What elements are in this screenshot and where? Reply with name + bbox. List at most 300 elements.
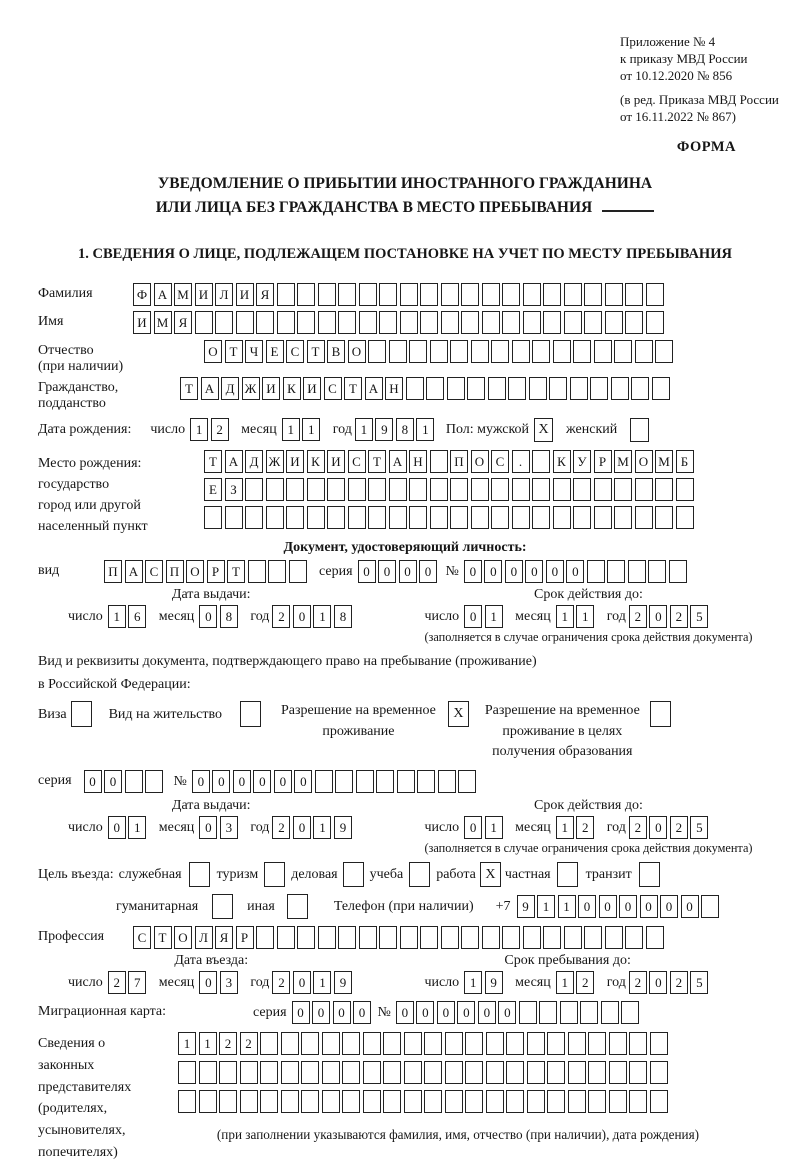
permit-series-cells: [84, 770, 166, 793]
doc-kind-cells: [104, 560, 309, 583]
stay-doc-intro: [38, 651, 772, 696]
doc-issued-day: [108, 605, 149, 628]
doc-dates-block: [38, 587, 772, 645]
day-label: число: [68, 820, 103, 836]
form-cell: [404, 1090, 422, 1113]
month-label: месяц: [515, 975, 551, 991]
form-cell: [523, 283, 541, 306]
form-cell: [573, 478, 591, 501]
form-cell: [359, 311, 377, 334]
form-cell: [178, 1090, 196, 1113]
form-cell: [297, 283, 315, 306]
form-cell: 3: [220, 816, 238, 839]
form-cell: [502, 283, 520, 306]
form-cell: 3: [220, 971, 238, 994]
form-cell: [486, 1090, 504, 1113]
form-cell: Е: [266, 340, 284, 363]
form-cell: Т: [180, 377, 198, 400]
month-label: месяц: [515, 820, 551, 836]
form-cell: 0: [199, 816, 217, 839]
day-label: число: [150, 422, 186, 438]
form-cell: 0: [294, 770, 312, 793]
form-cell: [248, 560, 266, 583]
phone-cells: [517, 895, 722, 918]
migration-card-label: Миграционная карта:: [38, 1004, 167, 1020]
form-cell: [655, 478, 673, 501]
form-cell: [409, 478, 427, 501]
form-cell: С: [348, 450, 366, 473]
form-cell: 2: [629, 971, 647, 994]
form-cell: 0: [599, 895, 617, 918]
form-cell: [430, 478, 448, 501]
form-cell: 5: [690, 971, 708, 994]
form-cell: [379, 283, 397, 306]
form-cell: [441, 926, 459, 949]
form-cell: [438, 770, 456, 793]
form-cell: 0: [419, 560, 437, 583]
edu-permit-label: Разрешение на временное проживание в целях получения образования: [484, 703, 640, 759]
surname-row: [38, 283, 772, 306]
form-cell: 1: [416, 418, 434, 441]
form-cell: Я: [174, 311, 192, 334]
form-cell: [523, 311, 541, 334]
form-cell: [338, 311, 356, 334]
citizenship-row: [38, 377, 772, 412]
purpose-option-label: деловая: [291, 866, 338, 882]
form-cell: [635, 506, 653, 529]
permit-issued-year: [272, 816, 354, 839]
form-cell: 0: [649, 971, 667, 994]
form-cell: [424, 1061, 442, 1084]
form-cell: [621, 1001, 639, 1024]
form-cell: [383, 1090, 401, 1113]
form-cell: [614, 340, 632, 363]
form-cell: Л: [215, 283, 233, 306]
form-cell: 1: [313, 971, 331, 994]
form-cell: [491, 340, 509, 363]
form-cell: [383, 1032, 401, 1055]
form-cell: [467, 377, 485, 400]
form-cell: [646, 283, 664, 306]
form-cell: [508, 377, 526, 400]
form-cell: Т: [225, 340, 243, 363]
form-cell: [417, 770, 435, 793]
form-cell: [420, 926, 438, 949]
form-cell: О: [635, 450, 653, 473]
form-cell: [584, 926, 602, 949]
form-cell: [297, 926, 315, 949]
migration-card-row: [38, 1001, 772, 1024]
form-cell: [315, 770, 333, 793]
form-cell: 1: [558, 895, 576, 918]
form-cell: И: [195, 283, 213, 306]
permit-valid-caption: Срок действия до:: [534, 798, 643, 814]
form-cell: 0: [274, 770, 292, 793]
form-cell: 1: [556, 816, 574, 839]
form-cell: К: [283, 377, 301, 400]
citizenship-label: Гражданство, подданство: [38, 380, 119, 412]
form-cell: [523, 926, 541, 949]
sex-female-label: женский: [566, 422, 618, 438]
form-cell: [669, 560, 687, 583]
form-cell: [655, 340, 673, 363]
representatives-cell-rows: [178, 1030, 738, 1143]
form-cell: Б: [676, 450, 694, 473]
name-cells: [133, 311, 666, 334]
form-cell: Р: [236, 926, 254, 949]
form-cell: 7: [128, 971, 146, 994]
form-cell: [240, 1090, 258, 1113]
form-cell: [564, 926, 582, 949]
form-cell: А: [365, 377, 383, 400]
form-cell: [625, 926, 643, 949]
form-cell: 2: [219, 1032, 237, 1055]
stay-until-year: [629, 971, 711, 994]
form-cell: [424, 1032, 442, 1055]
permit-issued-month: [199, 816, 240, 839]
purpose-option-label: частная: [504, 866, 551, 882]
edu-permit-checkbox: [650, 701, 671, 727]
representatives-row1: [178, 1032, 738, 1055]
form-cell: [486, 1032, 504, 1055]
form-cell: [580, 1001, 598, 1024]
form-cell: [379, 311, 397, 334]
sex-label: Пол: мужской: [445, 422, 530, 438]
form-cell: 0: [681, 895, 699, 918]
form-cell: [605, 283, 623, 306]
form-cell: 2: [272, 816, 290, 839]
form-cell: [318, 311, 336, 334]
purpose-transit-checkbox: [639, 862, 660, 887]
name-row: [38, 311, 772, 334]
form-cell: 1: [537, 895, 555, 918]
form-cell: [543, 311, 561, 334]
form-cell: 0: [84, 770, 102, 793]
form-cell: [611, 377, 629, 400]
form-cell: [594, 478, 612, 501]
form-cell: А: [125, 560, 143, 583]
form-cell: [491, 506, 509, 529]
doc-number-label: №: [445, 564, 459, 580]
surname-cells: [133, 283, 666, 306]
form-cell: [553, 478, 571, 501]
form-cell: [301, 1090, 319, 1113]
form-cell: Т: [344, 377, 362, 400]
form-cell: [471, 340, 489, 363]
permit-number-label: №: [173, 774, 187, 790]
form-cell: [383, 1061, 401, 1084]
birthplace-row3: [204, 506, 696, 529]
form-cell: [601, 1001, 619, 1024]
form-cell: О: [471, 450, 489, 473]
form-cell: [430, 340, 448, 363]
citizenship-cells: [180, 377, 672, 400]
doc-issued-year: [272, 605, 354, 628]
form-cell: [219, 1061, 237, 1084]
form-cell: Е: [204, 478, 222, 501]
form-cell: [532, 340, 550, 363]
form-cell: [461, 283, 479, 306]
form-cell: [260, 1032, 278, 1055]
title-blank-line: [602, 197, 654, 213]
form-cell: [491, 478, 509, 501]
form-cell: С: [133, 926, 151, 949]
form-cell: 0: [312, 1001, 330, 1024]
form-cell: [322, 1090, 340, 1113]
day-label: число: [424, 609, 460, 625]
form-cell: Т: [227, 560, 245, 583]
form-cell: [676, 478, 694, 501]
form-cell: И: [236, 283, 254, 306]
form-cell: 2: [670, 605, 688, 628]
form-cell: [404, 1032, 422, 1055]
form-cell: 8: [220, 605, 238, 628]
form-cell: [236, 311, 254, 334]
birthplace-row1: [204, 450, 696, 473]
form-cell: [532, 450, 550, 473]
permit-series-label: серия: [38, 773, 72, 789]
forma-label: ФОРМА: [676, 139, 736, 156]
form-cell: [277, 283, 295, 306]
form-cell: [445, 1090, 463, 1113]
form-cell: [609, 1090, 627, 1113]
form-cell: 9: [485, 971, 503, 994]
residence-permit-label: Вид на жительство: [108, 707, 222, 723]
form-cell: 2: [576, 816, 594, 839]
edition-line: от 16.11.2022 № 867): [620, 108, 737, 124]
purpose-option-label: учеба: [369, 866, 404, 882]
permit-valid-note: (заполняется в случае ограничения срока действия документа): [424, 841, 753, 856]
form-cell: [568, 1032, 586, 1055]
form-cell: 1: [576, 605, 594, 628]
form-cell: [145, 770, 163, 793]
form-cell: Ч: [245, 340, 263, 363]
form-cell: [260, 1090, 278, 1113]
doc-number-cells: [464, 560, 690, 583]
form-cell: [512, 340, 530, 363]
sex-male-checkbox: X: [534, 418, 553, 442]
form-cell: 0: [649, 816, 667, 839]
stay-until-month: [556, 971, 597, 994]
identity-doc-header: Документ, удостоверяющий личность:: [283, 540, 527, 556]
entry-day: [108, 971, 149, 994]
form-cell: [547, 1061, 565, 1084]
form-cell: [471, 478, 489, 501]
permit-series-row: [38, 770, 772, 793]
doc-issued-month: [199, 605, 240, 628]
form-cell: [318, 926, 336, 949]
form-cell: 9: [334, 971, 352, 994]
form-cell: [430, 450, 448, 473]
form-cell: [406, 377, 424, 400]
form-cell: 2: [272, 971, 290, 994]
form-cell: [281, 1061, 299, 1084]
form-cell: [549, 377, 567, 400]
form-cell: Т: [368, 450, 386, 473]
form-cell: Л: [195, 926, 213, 949]
permit-issued-col: [68, 798, 354, 856]
purpose-option-label: транзит: [585, 866, 632, 882]
form-cell: [389, 478, 407, 501]
temp-permit-label: Разрешение на временное проживание: [280, 703, 436, 739]
form-cell: [650, 1032, 668, 1055]
form-cell: С: [324, 377, 342, 400]
permit-valid-year: [629, 816, 711, 839]
representatives-label: Сведения о законных представителях (родителях, усыновителях, попечителях): [38, 1036, 132, 1160]
day-label: число: [68, 975, 103, 991]
doc-series-label: серия: [319, 564, 353, 580]
day-label: число: [424, 975, 460, 991]
form-cell: [204, 506, 222, 529]
migration-series-cells: [292, 1001, 374, 1024]
form-cell: [363, 1090, 381, 1113]
form-cell: [219, 1090, 237, 1113]
form-cell: 1: [190, 418, 208, 441]
form-cell: [322, 1061, 340, 1084]
form-cell: [609, 1061, 627, 1084]
form-cell: [363, 1061, 381, 1084]
month-label: месяц: [241, 422, 277, 438]
form-cell: С: [145, 560, 163, 583]
form-cell: [301, 1032, 319, 1055]
form-cell: 9: [334, 816, 352, 839]
form-cell: [277, 926, 295, 949]
form-cell: И: [286, 450, 304, 473]
form-title: [38, 172, 772, 220]
entry-month: [199, 971, 240, 994]
form-cell: [400, 926, 418, 949]
form-cell: [400, 283, 418, 306]
form-cell: [450, 340, 468, 363]
patronymic-cells: [204, 340, 676, 363]
surname-label: Фамилия: [38, 286, 93, 302]
form-cell: [404, 1061, 422, 1084]
form-cell: [307, 478, 325, 501]
form-cell: 2: [108, 971, 126, 994]
form-cell: 0: [108, 816, 126, 839]
form-cell: П: [450, 450, 468, 473]
form-cell: [543, 283, 561, 306]
doc-issued-caption: Дата выдачи:: [171, 587, 251, 603]
migration-number-label: №: [377, 1005, 391, 1021]
form-cell: [527, 1090, 545, 1113]
purpose-label: Цель въезда:: [38, 866, 114, 882]
form-cell: 0: [233, 770, 251, 793]
form-cell: [527, 1032, 545, 1055]
visa-checkbox: [71, 701, 92, 727]
entry-dates-block: [38, 953, 772, 994]
form-cell: [547, 1032, 565, 1055]
form-cell: В: [327, 340, 345, 363]
month-label: месяц: [158, 975, 195, 991]
form-cell: [389, 340, 407, 363]
form-cell: [256, 311, 274, 334]
form-cell: [465, 1032, 483, 1055]
form-cell: [450, 506, 468, 529]
form-cell: З: [225, 478, 243, 501]
phone-prefix: +7: [495, 898, 511, 914]
form-cell: [465, 1090, 483, 1113]
form-cell: [450, 478, 468, 501]
form-cell: [590, 377, 608, 400]
form-cell: [506, 1061, 524, 1084]
form-cell: [570, 377, 588, 400]
form-cell: 1: [178, 1032, 196, 1055]
form-cell: А: [389, 450, 407, 473]
form-cell: [424, 1090, 442, 1113]
appendix-line: к приказу МВД России: [620, 50, 748, 66]
representatives-note: (при заполнении указываются фамилия, имя, отчество (при наличии), дата рождения): [216, 1127, 700, 1143]
form-cell: [646, 311, 664, 334]
form-cell: 0: [498, 1001, 516, 1024]
purpose-private-checkbox: [557, 862, 578, 887]
form-cell: 1: [282, 418, 300, 441]
form-cell: [268, 560, 286, 583]
form-cell: 1: [464, 971, 482, 994]
form-cell: [359, 283, 377, 306]
purpose-option-label: работа: [436, 866, 476, 882]
form-cell: 0: [660, 895, 678, 918]
form-cell: [587, 560, 605, 583]
form-cell: 9: [517, 895, 535, 918]
form-cell: 1: [108, 605, 126, 628]
form-cell: 2: [629, 605, 647, 628]
form-cell: [588, 1032, 606, 1055]
birthplace-label: Место рождения: государство город или другой населенный пункт: [38, 456, 148, 535]
form-cell: [635, 478, 653, 501]
purpose-study-checkbox: [409, 862, 430, 887]
purpose-business-checkbox: [189, 862, 210, 887]
form-cell: [584, 283, 602, 306]
form-cell: 1: [556, 971, 574, 994]
birthplace-cell-rows: [204, 450, 696, 529]
form-cell: [409, 506, 427, 529]
form-cell: [568, 1061, 586, 1084]
form-cell: 0: [464, 605, 482, 628]
form-cell: [445, 1061, 463, 1084]
form-cell: [631, 377, 649, 400]
birth-month-cells: [282, 418, 323, 441]
patronymic-label: Отчество (при наличии): [38, 343, 124, 375]
form-cell: [318, 283, 336, 306]
edition-line: (в ред. Приказа МВД России: [620, 91, 779, 107]
form-cell: [655, 506, 673, 529]
form-cell: [368, 506, 386, 529]
doc-valid-col: [424, 587, 752, 645]
form-cell: У: [573, 450, 591, 473]
doc-issued-col: [68, 587, 354, 645]
form-cell: [607, 560, 625, 583]
form-cell: [701, 895, 719, 918]
purpose-humanitarian-label: гуманитарная: [116, 898, 199, 914]
form-cell: [594, 340, 612, 363]
form-cell: [594, 506, 612, 529]
form-cell: 0: [212, 770, 230, 793]
form-cell: [488, 377, 506, 400]
form-cell: [605, 926, 623, 949]
purpose-commercial-checkbox: [343, 862, 364, 887]
doc-valid-month: [556, 605, 597, 628]
doc-kind-label: вид: [38, 563, 60, 579]
form-cell: [420, 283, 438, 306]
appendix-line: от 10.12.2020 № 856: [620, 67, 733, 83]
day-label: число: [68, 609, 103, 625]
form-cell: 5: [690, 605, 708, 628]
form-cell: 0: [437, 1001, 455, 1024]
form-cell: [256, 926, 274, 949]
form-cell: .: [512, 450, 530, 473]
form-cell: [447, 377, 465, 400]
